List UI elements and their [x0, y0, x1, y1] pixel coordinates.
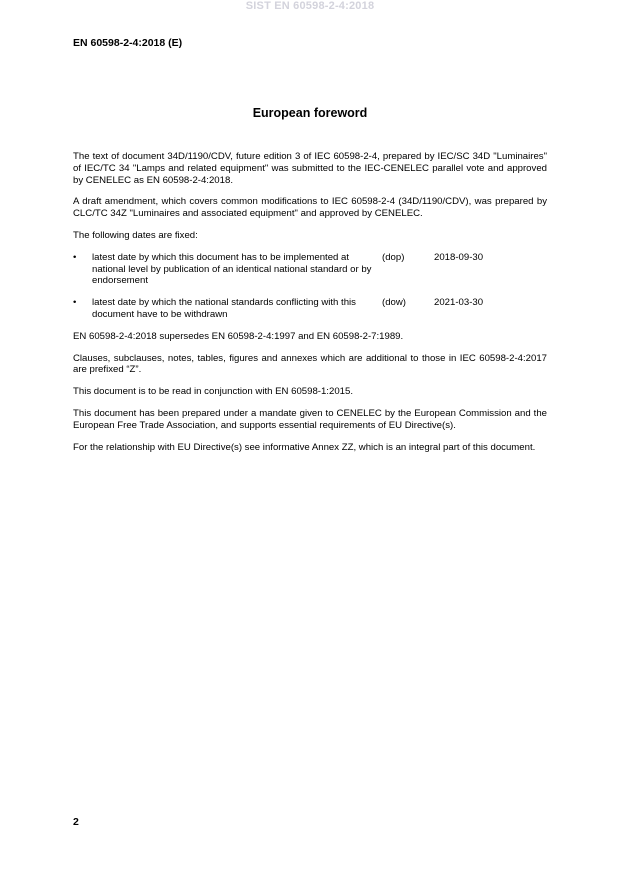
date-description: latest date by which the national standards conflicting with this document have to be withdrawn	[92, 297, 356, 320]
foreword-body	[73, 151, 547, 463]
date-value: 2018-09-30	[434, 251, 484, 263]
date-value: 2021-03-30	[434, 297, 484, 309]
paragraph-conjunction: This document is to be read in conjunction with EN 60598-1:2015.	[73, 386, 353, 398]
paragraph-mandate: This document has been prepared under a mandate given to CENELEC by the European Commission and the European Free Trade Association, and supports essential requirements of EU Directive(s).	[73, 407, 547, 431]
watermark: SIST EN 60598-2-4:2018	[245, 0, 375, 12]
date-description: latest date by which this document has to be implemented at national level by publication of an identical national standard or by endorsement	[92, 251, 372, 287]
paragraph-clauses: Clauses, subclauses, notes, tables, figures and annexes which are additional to those in IEC 60598-2-4:2017 are prefixed “Z”.	[73, 352, 547, 376]
paragraph-eu-directive: For the relationship with EU Directive(s) see informative Annex ZZ, which is an integral part of this document.	[73, 441, 536, 453]
date-code: (dop)	[382, 251, 405, 263]
bullet-icon: •	[73, 251, 77, 263]
paragraph-supersedes: EN 60598-2-4:2018 supersedes EN 60598-2-4:1997 and EN 60598-2-7:1989.	[73, 330, 404, 342]
page-title: European foreword	[252, 106, 368, 120]
page-number: 2	[73, 816, 79, 828]
dates-list	[73, 252, 547, 321]
list-item	[73, 252, 547, 287]
paragraph-submission: The text of document 34D/1190/CDV, future edition 3 of IEC 60598-2-4, prepared by IEC/SC 34D "Luminaires" of IEC/TC 34 "Lamps and related equipment" was submitted to the IEC-CENELEC parallel vote and approved by CENELEC as EN 60598-2-4:2018.	[73, 151, 547, 186]
paragraph-draft-amendment: A draft amendment, which covers common modifications to IEC 60598-2-4 (34D/1190/CDV), was prepared by CLC/TC 34Z "Luminaires and associated equipment" and approved by CENELEC.	[73, 196, 547, 220]
paragraph-dates-intro: The following dates are fixed:	[73, 229, 198, 241]
document-header: EN 60598-2-4:2018 (E)	[73, 37, 183, 49]
bullet-icon: •	[73, 297, 77, 309]
list-item	[73, 297, 547, 321]
date-code: (dow)	[382, 297, 406, 309]
